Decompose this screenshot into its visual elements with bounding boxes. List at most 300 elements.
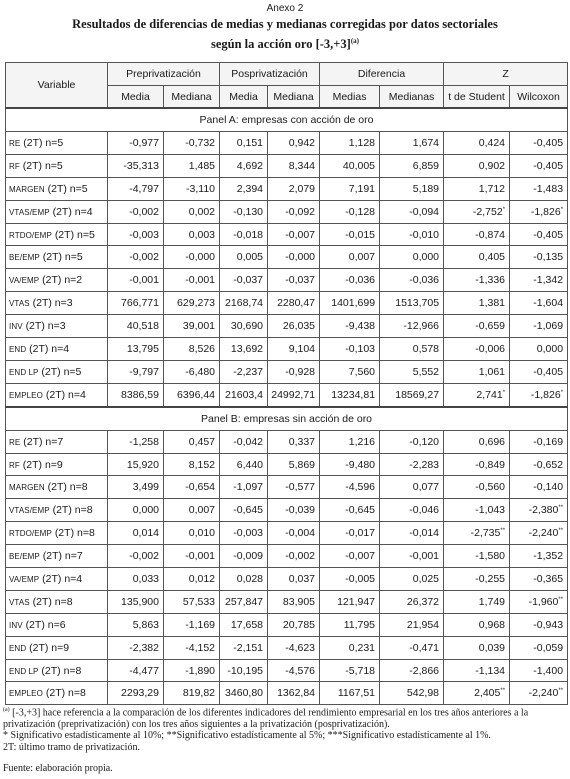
source-note: Fuente: elaboración propia. [3,763,113,774]
value-cell: 1,061 [444,360,510,383]
variable-name: END [9,344,27,354]
title-line-1: Resultados de diferencias de medias y medianas corregidas por datos sectoriales [72,17,498,31]
header-sub: Media [220,86,268,109]
variable-tag: (2T) n=4 [29,342,70,355]
value-cell: -0,005 [320,568,380,591]
variable-tag: (2T) n=8 [47,481,88,494]
value-cell: 1,485 [164,154,220,177]
variable-name: EMPLEO [9,689,43,699]
value-cell: -4,623 [268,636,320,659]
table-row [6,430,568,453]
value-cell: 2,741* [444,383,510,406]
variable-name: VTAS/EMP [9,207,50,217]
table-row [6,659,568,682]
value-cell: -1,097 [220,476,268,499]
value-cell: -0,405 [510,132,568,155]
value-cell: 2,405** [444,682,510,705]
value-cell: -5,718 [320,659,380,682]
variable-name: RE [9,437,21,447]
value-cell: 1,128 [320,132,380,155]
footnote-abbreviation: 2T: último tramo de privatización. [3,741,140,753]
value-cell: -1,826* [510,383,568,406]
value-cell: 0,578 [380,338,444,361]
value-cell: -2,283 [380,453,444,476]
value-cell: 6,859 [380,154,444,177]
significance-mark: ** [558,596,564,603]
value-cell: -0,652 [510,453,568,476]
value-cell: -0,039 [268,499,320,522]
value-cell: -1,258 [108,430,164,453]
table-row [6,545,568,568]
variable-cell [6,200,108,223]
value-cell: -1,069 [510,315,568,338]
title-line-2: según la acción oro $[-3,+3]^{(a)}$ [210,37,360,52]
value-cell: -0,732 [164,132,220,155]
significance-mark: ** [500,688,506,695]
significance-mark: * [560,206,564,213]
value-cell: 1401,699 [320,292,380,315]
value-cell: -0,018 [220,223,268,246]
header-sub: Medias [320,86,380,109]
variable-cell [6,590,108,613]
value-cell: 1167,51 [320,682,380,705]
header-group-diff: Diferencia [320,63,444,86]
variable-tag: (2T) n=8 [54,527,95,540]
header-group-pos: Posprivatización [220,63,320,86]
table-row [6,590,568,613]
variable-name: VTAS/EMP [9,506,50,516]
value-cell: 0,077 [380,476,444,499]
value-cell: 6396,44 [164,383,220,406]
variable-cell [6,132,108,155]
value-cell: -0,010 [380,223,444,246]
value-cell: -0,092 [268,200,320,223]
value-cell: 1,749 [444,590,510,613]
variable-cell [6,545,108,568]
value-cell: -0,874 [444,223,510,246]
table-row [6,132,568,155]
value-cell: -9,438 [320,315,380,338]
value-cell: -0,002 [268,545,320,568]
value-cell: -0,004 [268,522,320,545]
value-cell: -1,604 [510,292,568,315]
value-cell: 8386,59 [108,383,164,406]
value-cell: 26,372 [380,590,444,613]
footnote-significance: * Significativo estadísticamente al 10%; **Significativo estadísticamente al 5%; ***Significativo estadísticamente al 1%. [3,730,491,742]
value-cell: -0,002 [108,545,164,568]
variable-tag: (2T) n=7 [23,435,64,448]
value-cell: 0,942 [268,132,320,155]
value-cell: 40,518 [108,315,164,338]
value-cell: -0,130 [220,200,268,223]
value-cell: -0,014 [380,522,444,545]
variable-cell [6,383,108,406]
value-cell: 0,014 [108,522,164,545]
value-cell: -6,480 [164,360,220,383]
variable-name: END [9,643,27,653]
table-row [6,338,568,361]
header-sub: Wilcoxon [510,86,568,109]
significance-mark: * [502,206,506,213]
table-row [6,315,568,338]
table-row [6,568,568,591]
significance-mark: ** [558,688,564,695]
variable-name: INV [9,620,23,630]
value-cell: 24992,71 [268,383,320,406]
variable-cell [6,499,108,522]
value-cell: -0,001 [108,269,164,292]
value-cell: -4,797 [108,177,164,200]
variable-cell [6,177,108,200]
value-cell: -0,849 [444,453,510,476]
value-cell: -1,483 [510,177,568,200]
value-cell: 0,457 [164,430,220,453]
value-cell: -4,596 [320,476,380,499]
value-cell: -2,382 [108,636,164,659]
value-cell: 0,005 [220,246,268,269]
value-cell: -1,826* [510,200,568,223]
value-cell: 21,954 [380,613,444,636]
value-cell: 40,005 [320,154,380,177]
value-cell: -0,645 [320,499,380,522]
value-cell: -1,134 [444,659,510,682]
value-cell: 1,712 [444,177,510,200]
value-cell: -0,365 [510,568,568,591]
variable-name: BE/EMP [9,253,40,263]
value-cell: -0,002 [108,246,164,269]
value-cell: 2293,29 [108,682,164,705]
value-cell: -9,797 [108,360,164,383]
value-cell: 135,900 [108,590,164,613]
value-cell: 15,920 [108,453,164,476]
significance-mark: ** [500,528,506,535]
value-cell: -2,752* [444,200,510,223]
variable-tag: (2T) n=9 [22,458,63,471]
value-cell: 13,795 [108,338,164,361]
value-cell: -0,007 [320,545,380,568]
value-cell: -0,645 [220,499,268,522]
table-row [6,636,568,659]
value-cell: -2,866 [380,659,444,682]
variable-tag: (2T) n=8 [52,504,93,517]
value-cell: -0,120 [380,430,444,453]
value-cell: -1,336 [444,269,510,292]
value-cell: 20,785 [268,613,320,636]
value-cell: -2,240** [510,522,568,545]
value-cell: 0,033 [108,568,164,591]
value-cell: -0,036 [320,269,380,292]
annex-label: Anexo 2 [266,3,304,14]
value-cell: 0,405 [444,246,510,269]
value-cell: -0,003 [108,223,164,246]
value-cell: 83,905 [268,590,320,613]
variable-cell [6,315,108,338]
significance-mark: ** [558,528,564,535]
header-row-groups [6,63,568,86]
value-cell: -0,977 [108,132,164,155]
value-cell: 0,337 [268,430,320,453]
variable-cell [6,568,108,591]
value-cell: -0,577 [268,476,320,499]
table-body [6,108,568,705]
value-cell: -0,000 [164,246,220,269]
variable-cell [6,430,108,453]
variable-name: VTAS [9,597,30,607]
value-cell: 13234,81 [320,383,380,406]
value-cell: -4,576 [268,659,320,682]
variable-tag: (2T) n=5 [22,159,63,172]
value-cell: -0,560 [444,476,510,499]
value-cell: 11,795 [320,613,380,636]
variable-name: RF [9,161,20,171]
value-cell: -0,001 [164,269,220,292]
value-cell: -0,046 [380,499,444,522]
value-cell: 257,847 [220,590,268,613]
significance-mark: ** [558,505,564,512]
value-cell: 1,674 [380,132,444,155]
value-cell: -0,255 [444,568,510,591]
panel-title: Panel B: empresas sin acción de oro [6,407,568,431]
value-cell: 30,690 [220,315,268,338]
value-cell: 0,696 [444,430,510,453]
variable-tag: (2T) n=4 [45,388,86,401]
variable-cell [6,453,108,476]
value-cell: 0,000 [380,246,444,269]
value-cell: 3,499 [108,476,164,499]
table-row [6,246,568,269]
variable-cell [6,659,108,682]
variable-tag: (2T) n=5 [41,365,82,378]
value-cell: -0,405 [510,360,568,383]
value-cell: -1,043 [444,499,510,522]
value-cell: -0,128 [320,200,380,223]
variable-name: RE [9,138,21,148]
value-cell: 0,000 [510,338,568,361]
value-cell: 1362,84 [268,682,320,705]
value-cell: -0,003 [220,522,268,545]
value-cell: -0,000 [268,246,320,269]
variable-name: INV [9,322,23,332]
value-cell: 542,98 [380,682,444,705]
variable-cell [6,613,108,636]
variable-tag: (2T) n=5 [47,182,88,195]
variable-name: END LP [9,367,39,377]
panel-header-row [6,108,568,132]
value-cell: -0,006 [444,338,510,361]
value-cell: 0,003 [164,223,220,246]
value-cell: -2,380** [510,499,568,522]
value-cell: 8,526 [164,338,220,361]
value-cell: -4,152 [164,636,220,659]
value-cell: -0,036 [380,269,444,292]
value-cell: 26,035 [268,315,320,338]
variable-name: RTDO/EMP [9,230,52,240]
title-footnote-mark: (a) [350,37,360,45]
table-row [6,177,568,200]
value-cell: 2280,47 [268,292,320,315]
value-cell: -0,002 [108,200,164,223]
value-cell: 2,079 [268,177,320,200]
value-cell: 819,82 [164,682,220,705]
header-variable: Variable [6,63,108,109]
value-cell: 7,191 [320,177,380,200]
value-cell: 6,440 [220,453,268,476]
variable-name: VA/EMP [9,574,40,584]
table-row [6,499,568,522]
table-row [6,522,568,545]
table-row [6,453,568,476]
value-cell: 0,002 [164,200,220,223]
value-cell: -1,400 [510,659,568,682]
value-cell: -0,015 [320,223,380,246]
table-row [6,682,568,705]
value-cell: -10,195 [220,659,268,682]
value-cell: 9,104 [268,338,320,361]
header-group-z: Z [444,63,568,86]
variable-cell [6,269,108,292]
variable-cell [6,154,108,177]
value-cell: 1513,705 [380,292,444,315]
value-cell: 5,869 [268,453,320,476]
variable-name: END LP [9,666,39,676]
value-cell: -2,240** [510,682,568,705]
table-row [6,613,568,636]
value-cell: 0,007 [164,499,220,522]
value-cell: 766,771 [108,292,164,315]
value-cell: 8,344 [268,154,320,177]
value-cell: 5,552 [380,360,444,383]
variable-name: MARGEN [9,483,45,493]
value-cell: -0,405 [510,154,568,177]
variable-cell [6,292,108,315]
value-cell: 121,947 [320,590,380,613]
value-cell: -0,007 [268,223,320,246]
value-cell: 0,007 [320,246,380,269]
table-row [6,476,568,499]
variable-cell [6,682,108,705]
value-cell: 0,231 [320,636,380,659]
value-cell: 57,533 [164,590,220,613]
variable-tag: (2T) n=5 [54,228,95,241]
value-cell: -0,928 [268,360,320,383]
value-cell: -2,735** [444,522,510,545]
value-cell: -4,477 [108,659,164,682]
value-cell: -35,313 [108,154,164,177]
value-cell: 2,394 [220,177,268,200]
variable-tag: (2T) n=4 [42,572,83,585]
value-cell: -2,151 [220,636,268,659]
variable-cell [6,338,108,361]
value-cell: -0,042 [220,430,268,453]
value-cell: -1,580 [444,545,510,568]
value-cell: 2168,74 [220,292,268,315]
value-cell: 13,692 [220,338,268,361]
value-cell: -1,890 [164,659,220,682]
variable-cell [6,476,108,499]
value-cell: -0,471 [380,636,444,659]
value-cell: 0,010 [164,522,220,545]
value-cell: -0,009 [220,545,268,568]
value-cell: -0,037 [220,269,268,292]
variable-cell [6,246,108,269]
value-cell: 0,424 [444,132,510,155]
variable-cell [6,636,108,659]
value-cell: -0,001 [164,545,220,568]
value-cell: -0,001 [380,545,444,568]
value-cell: -12,966 [380,315,444,338]
table-row [6,223,568,246]
value-cell: 0,039 [444,636,510,659]
variable-tag: (2T) n=6 [25,618,66,631]
panel-title: Panel A: empresas con acción de oro [6,108,568,132]
value-cell: 17,658 [220,613,268,636]
variable-name: RTDO/EMP [9,529,52,539]
table-row [6,269,568,292]
value-cell: 7,560 [320,360,380,383]
value-cell: -0,017 [320,522,380,545]
footnotes [3,705,567,753]
value-cell: 0,037 [268,568,320,591]
value-cell: -9,480 [320,453,380,476]
value-cell: -1,960** [510,590,568,613]
header-sub: Mediana [164,86,220,109]
variable-tag: (2T) n=2 [42,274,83,287]
value-cell: -1,342 [510,269,568,292]
table-row [6,292,568,315]
panel-header-row [6,407,568,431]
header-group-pre: Preprivatización [108,63,220,86]
value-cell: -0,140 [510,476,568,499]
variable-tag: (2T) n=5 [42,251,83,264]
value-cell: 8,152 [164,453,220,476]
significance-mark: * [502,389,506,396]
variable-tag: (2T) n=8 [32,595,73,608]
value-cell: 3460,80 [220,682,268,705]
value-cell: 0,025 [380,568,444,591]
variable-tag: (2T) n=8 [45,687,86,700]
header-sub: t de Student [444,86,510,109]
value-cell: -0,405 [510,223,568,246]
variable-cell [6,223,108,246]
footnote-a: $^{(a)}$ [-3,+3] hace referencia a la comparación de los diferentes indicadores del rendimiento empresarial en los tres años anteriores a la privatización (preprivatización) con los tres años siguientes a la privatización (posprivatización). [3,707,529,730]
value-cell: -0,037 [268,269,320,292]
value-cell: -0,169 [510,430,568,453]
value-cell: 0,151 [220,132,268,155]
value-cell: -0,943 [510,613,568,636]
value-cell: 21603,4 [220,383,268,406]
value-cell: -3,110 [164,177,220,200]
variable-tag: (2T) n=9 [29,641,70,654]
variable-cell [6,522,108,545]
value-cell: 4,692 [220,154,268,177]
table-title [0,16,570,53]
value-cell: 0,902 [444,154,510,177]
results-table [5,62,568,705]
value-cell: -0,135 [510,246,568,269]
value-cell: 0,968 [444,613,510,636]
table-row [6,360,568,383]
header-sub: Media [108,86,164,109]
table-row [6,383,568,406]
variable-name: VA/EMP [9,276,40,286]
variable-name: EMPLEO [9,390,43,400]
variable-name: BE/EMP [9,552,40,562]
variable-tag: (2T) n=7 [42,550,83,563]
value-cell: 1,216 [320,430,380,453]
variable-tag: (2T) n=8 [41,664,82,677]
value-cell: -0,654 [164,476,220,499]
value-cell: -0,103 [320,338,380,361]
